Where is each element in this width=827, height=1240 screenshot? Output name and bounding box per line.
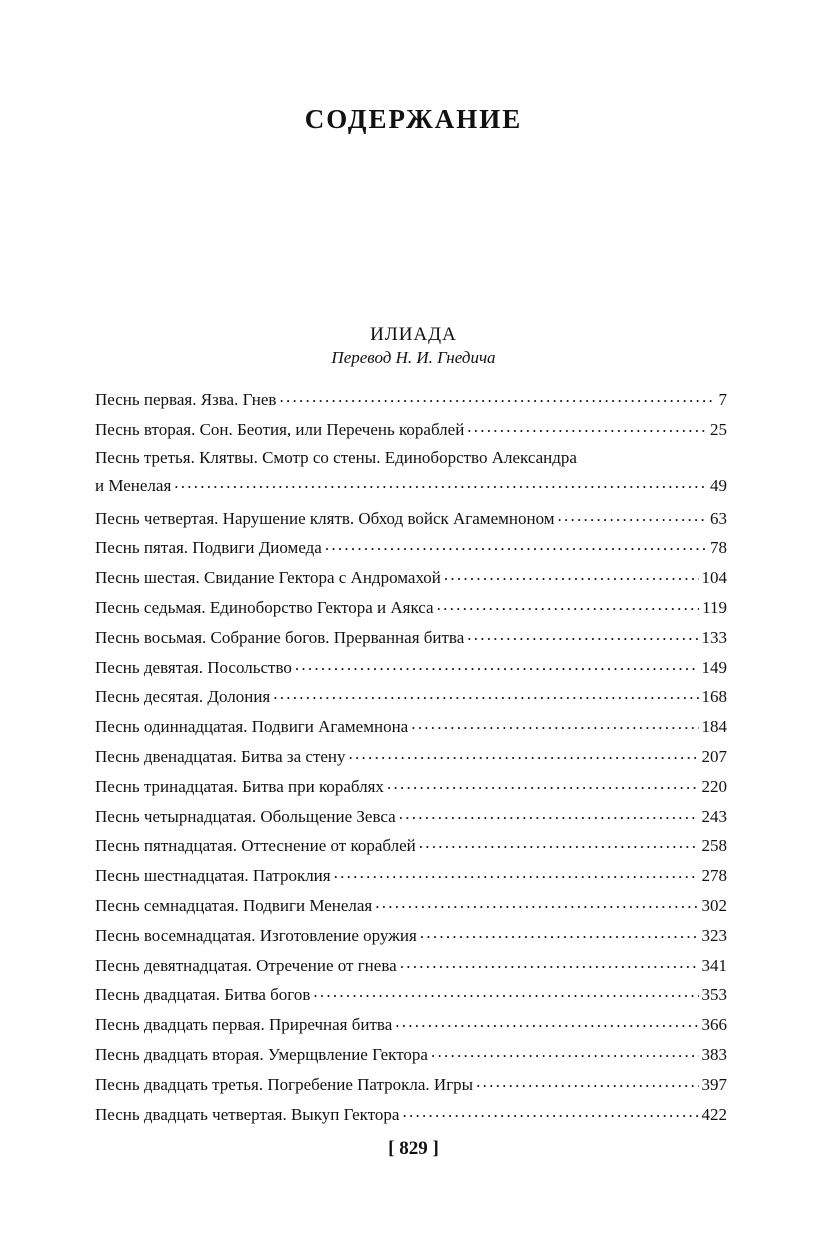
toc-entry-page: 78	[710, 538, 727, 558]
toc-entry-title: Песнь шестая. Свидание Гектора с Андромахой	[95, 568, 441, 588]
dot-leader	[431, 1043, 699, 1060]
toc-entry	[95, 415, 727, 445]
toc-entry-title: Песнь вторая. Сон. Беотия, или Перечень кораблей	[95, 419, 465, 439]
toc-entry	[95, 712, 727, 742]
toc-entry-title: Песнь пятнадцатая. Оттеснение от кораблей	[95, 836, 416, 856]
dot-leader	[349, 745, 699, 762]
toc-entry-page: 323	[701, 925, 727, 945]
toc-entry-title: Песнь четырнадцатая. Обольщение Зевса	[95, 806, 396, 826]
dot-leader	[411, 715, 698, 732]
page-title: СОДЕРЖАНИЕ	[304, 104, 523, 134]
toc-entry-page: 220	[701, 776, 727, 796]
toc-entry-page: 149	[701, 657, 727, 677]
toc-entry-page: 397	[701, 1074, 727, 1094]
toc-entry-page: 341	[701, 955, 727, 975]
table-of-contents	[95, 385, 727, 1129]
toc-entry-title: Песнь девятнадцатая. Отречение от гнева	[95, 955, 397, 975]
toc-entry-page: 119	[702, 597, 727, 617]
toc-entry	[95, 951, 727, 981]
toc-entry-page: 63	[710, 508, 727, 528]
toc-entry-page: 278	[701, 866, 727, 886]
toc-entry-page: 422	[701, 1104, 727, 1124]
dot-leader	[444, 566, 699, 583]
dot-leader	[295, 656, 699, 673]
dot-leader	[279, 388, 715, 405]
toc-entry-page: 25	[710, 419, 727, 439]
toc-entry	[95, 504, 727, 534]
toc-entry	[95, 802, 727, 832]
toc-entry	[95, 682, 727, 712]
dot-leader	[467, 626, 698, 643]
toc-entry-title: Песнь седьмая. Единоборство Гектора и Аякса	[95, 597, 434, 617]
dot-leader	[437, 596, 700, 613]
dot-leader	[334, 864, 699, 881]
toc-entry	[95, 1010, 727, 1040]
toc-entry-page: 207	[701, 746, 727, 766]
toc-entry-title: Песнь девятая. Посольство	[95, 657, 292, 677]
section-subtitle: Перевод Н. И. Гнедича	[331, 348, 496, 367]
toc-entry-title: Песнь двадцать четвертая. Выкуп Гектора	[95, 1104, 400, 1124]
toc-entry-title: Песнь шестнадцатая. Патроклия	[95, 866, 331, 886]
toc-entry-title: Песнь одиннадцатая. Подвиги Агамемнона	[95, 717, 409, 737]
dot-leader	[420, 924, 699, 941]
dot-leader	[476, 1073, 698, 1090]
toc-entry-title: Песнь двадцатая. Битва богов	[95, 985, 311, 1005]
toc-entry-page: 302	[701, 895, 727, 915]
dot-leader	[467, 418, 707, 435]
toc-entry-page: 243	[701, 806, 727, 826]
dot-leader	[174, 474, 707, 491]
section-title: ИЛИАДА	[370, 324, 457, 345]
dot-leader	[400, 954, 699, 971]
toc-entry-title: Песнь четвертая. Нарушение клятв. Обход войск Агамемноном	[95, 508, 555, 528]
toc-entry	[95, 772, 727, 802]
toc-entry-page: 168	[701, 687, 727, 707]
toc-entry-page: 7	[718, 390, 727, 409]
toc-entry-title: Песнь семнадцатая. Подвиги Менелая	[95, 895, 373, 915]
toc-entry-title-line2: и Менелая	[95, 475, 172, 495]
toc-entry-page: 104	[701, 568, 727, 588]
toc-entry-title: Песнь двадцать третья. Погребение Патрокла. Игры	[95, 1074, 474, 1094]
toc-entry-page: 383	[701, 1044, 727, 1064]
toc-entry-title: Песнь десятая. Долония	[95, 687, 271, 707]
toc-entry-page: 49	[710, 475, 727, 495]
toc-entry-title-line1: Песнь третья. Клятвы. Смотр со стены. Единоборство Александра	[95, 447, 577, 467]
toc-entry-title: Песнь тринадцатая. Битва при кораблях	[95, 776, 384, 796]
dot-leader	[399, 805, 699, 822]
toc-entry	[95, 533, 727, 563]
toc-entry	[95, 921, 727, 951]
dot-leader	[313, 983, 698, 1000]
toc-entry-page: 366	[701, 1015, 727, 1035]
toc-entry	[95, 563, 727, 593]
page-number: [ 829 ]	[388, 1138, 439, 1159]
toc-entry	[95, 593, 727, 623]
toc-entry-title: Песнь пятая. Подвиги Диомеда	[95, 538, 322, 558]
dot-leader	[558, 507, 708, 524]
toc-entry-title: Песнь двадцать первая. Приречная битва	[95, 1015, 393, 1035]
toc-entry-page: 258	[701, 836, 727, 856]
toc-entry	[95, 1100, 727, 1130]
toc-entry	[95, 1040, 727, 1070]
toc-entry-title: Песнь двадцать вторая. Умерщвление Гектора	[95, 1044, 428, 1064]
toc-entry-title: Песнь двенадцатая. Битва за стену	[95, 746, 346, 766]
toc-entry	[95, 1070, 727, 1100]
dot-leader	[402, 1103, 698, 1120]
dot-leader	[325, 536, 707, 553]
toc-entry	[95, 623, 727, 653]
toc-entry-title: Песнь восемнадцатая. Изготовление оружия	[95, 925, 417, 945]
dot-leader	[419, 834, 699, 851]
toc-entry-page: 184	[701, 717, 727, 737]
toc-entry	[95, 980, 727, 1010]
toc-entry	[95, 861, 727, 891]
toc-entry	[95, 385, 727, 415]
dot-leader	[375, 894, 698, 911]
toc-entry	[95, 742, 727, 772]
dot-leader	[395, 1013, 698, 1030]
toc-entry-page: 353	[701, 985, 727, 1005]
toc-entry	[95, 831, 727, 861]
dot-leader	[387, 775, 699, 792]
toc-entry	[95, 653, 727, 683]
toc-entry-page: 133	[701, 627, 727, 647]
toc-entry	[95, 891, 727, 921]
toc-entry-title: Песнь восьмая. Собрание богов. Прерванная битва	[95, 627, 465, 647]
toc-entry-title: Песнь первая. Язва. Гнев	[95, 390, 277, 409]
toc-entry	[95, 445, 727, 504]
dot-leader	[273, 685, 698, 702]
